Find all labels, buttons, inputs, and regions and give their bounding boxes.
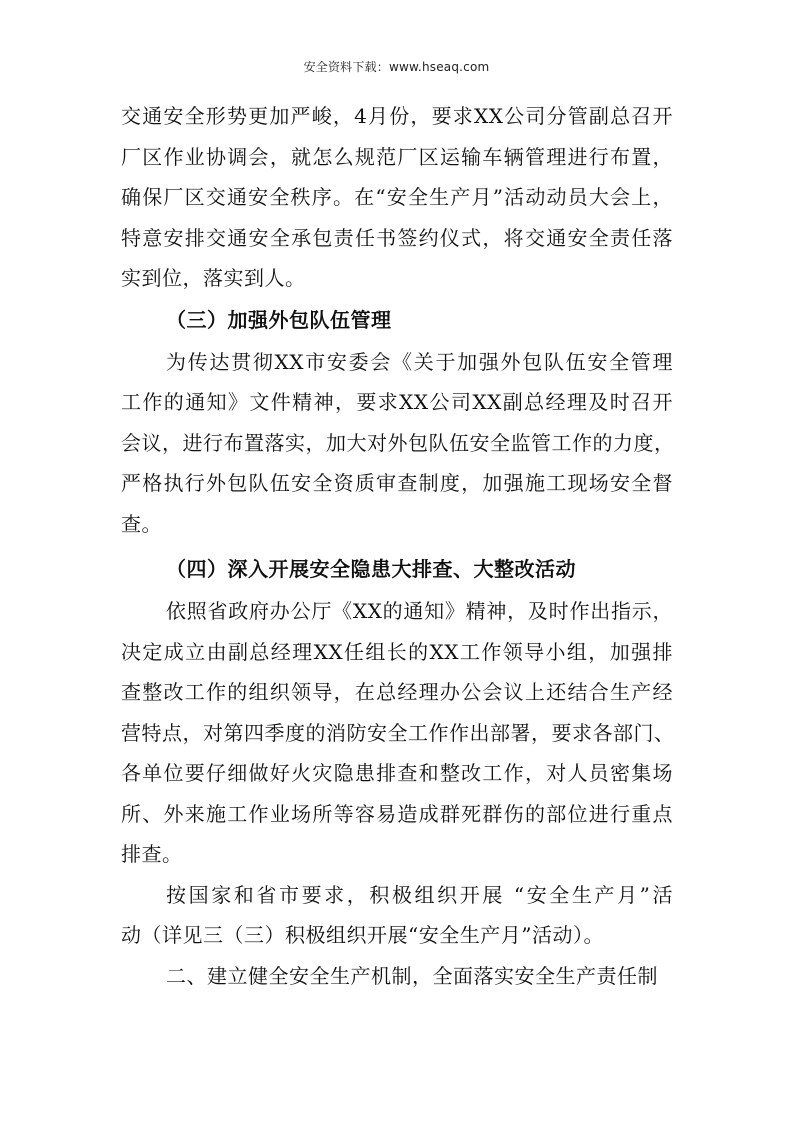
text-line: 确保厂区交通安全秩序。在“安全生产月”活动动员大会上， (121, 185, 673, 209)
document-body (121, 96, 673, 996)
paragraph-safety-month (121, 875, 673, 956)
paragraph-traffic-safety (121, 96, 673, 299)
text-line: 所、外来施工作业场所等容易造成群死群伤的部位进行重点 (121, 801, 673, 826)
text-line: 为传达贯彻XX市安委会《关于加强外包队伍安全管理 (166, 349, 673, 374)
header-label: 安全资料下载： (303, 60, 389, 74)
paragraph-outsourcing (121, 342, 673, 545)
text-line: 工作的通知》文件精神，要求XX公司XX副总经理及时召开 (121, 390, 673, 414)
text-line: 特意安排交通安全承包责任书签约仪式，将交通安全责任落 (121, 225, 673, 250)
text-line: 各单位要仔细做好火灾隐患排查和整改工作，对人员密集场 (121, 761, 673, 785)
section-heading-three: （三）加强外包队伍管理 (166, 307, 392, 332)
text-line: 按国家和省市要求，积极组织开展 “安全生产月”活 (166, 882, 673, 907)
text-line: 营特点，对第四季度的消防安全工作作出部署，要求各部门、 (121, 720, 675, 745)
text-line: 排查。 (121, 842, 183, 866)
text-line: 查整改工作的组织领导，在总经理办公会议上还结合生产经 (121, 680, 673, 704)
paragraph-hazard-inspection (121, 591, 673, 875)
paragraph-mechanism (121, 956, 673, 997)
text-line: 二、建立健全安全生产机制，全面落实安全生产责任制 (166, 963, 658, 988)
text-line: 查。 (121, 511, 162, 536)
header-url[interactable]: www.hseaq.com (388, 60, 490, 74)
text-line: 厂区作业协调会，就怎么规范厂区运输车辆管理进行布置， (121, 144, 673, 169)
text-line: 依照省政府办公厅《XX的通知》精神，及时作出指示， (166, 599, 673, 623)
text-line: 决定成立由副总经理XX任组长的XX工作领导小组，加强排 (121, 639, 673, 664)
section-heading-four: （四）深入开展安全隐患大排查、大整改活动 (166, 557, 576, 581)
text-line: 交通安全形势更加严峻，4月份，要求XX公司分管副总召开 (121, 104, 673, 128)
page-header (0, 58, 793, 75)
text-line: 动（详见三（三）积极组织开展“安全生产月”活动）。 (121, 923, 604, 947)
text-line: 严格执行外包队伍安全资质审查制度，加强施工现场安全督 (121, 471, 673, 495)
text-line: 会议，进行布置落实，加大对外包队伍安全监管工作的力度， (121, 430, 675, 455)
text-line: 实到位，落实到人。 (121, 266, 306, 290)
